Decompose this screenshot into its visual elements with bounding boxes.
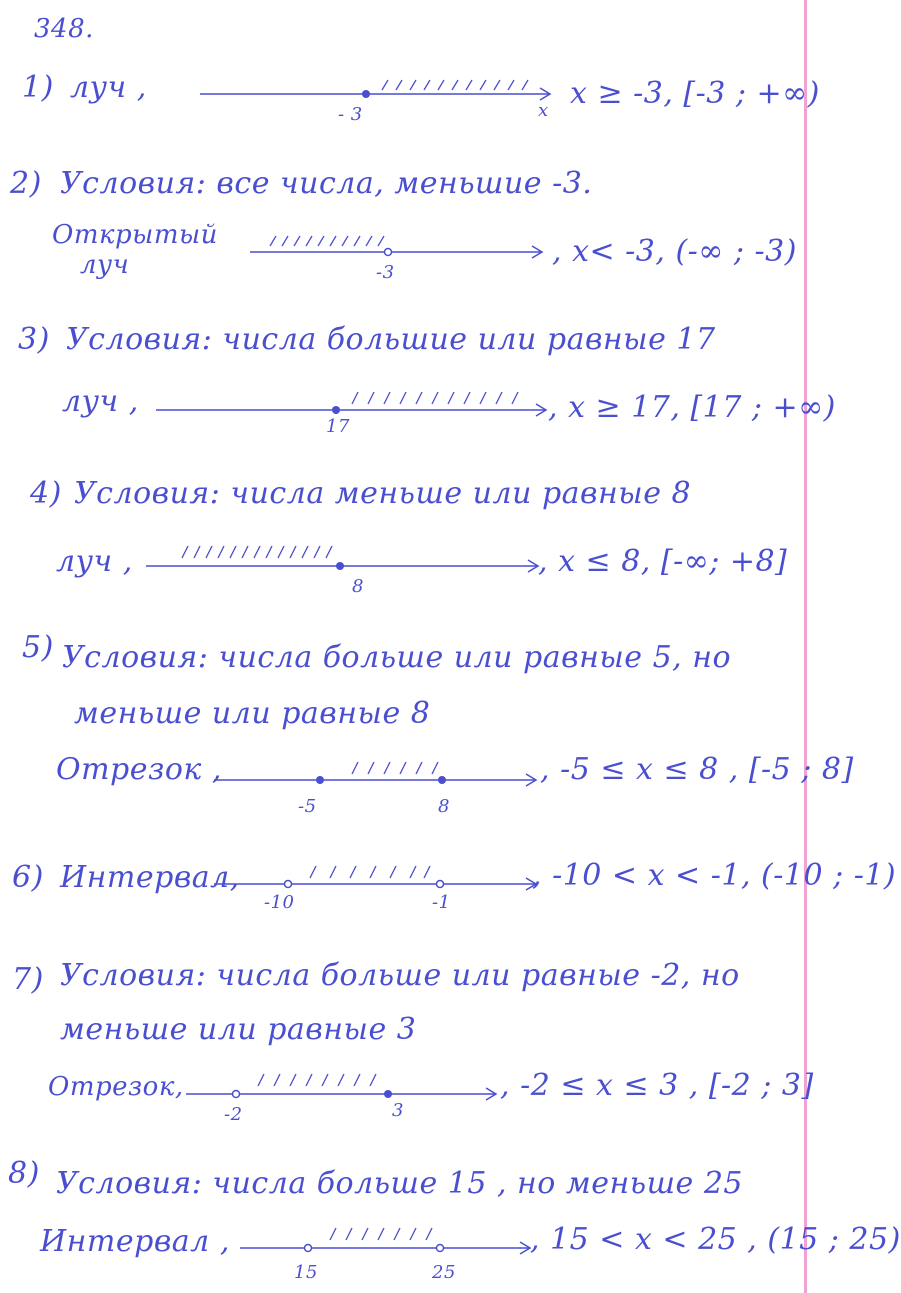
item-7-number: 7) (12, 962, 44, 997)
item-5-condition-line2: меньше или равные 8 (74, 696, 431, 731)
item-5-condition-line1: Условия: числа больше или равные 5, но (62, 640, 732, 675)
item-6-point-label-left: -10 (264, 892, 295, 913)
item-7-point-label-right: 3 (392, 1100, 404, 1121)
exercise-number: 348. (34, 14, 94, 44)
item-3-number: 3) (18, 322, 50, 357)
item-3-condition: Условия: числа большие или равные 17 (66, 322, 716, 357)
item-1-interval: x ≥ -3, [-3 ; +∞) (570, 76, 820, 111)
item-6-kind: Интервал, (60, 860, 240, 895)
item-8-number-line (240, 1224, 540, 1268)
item-2-number-line (250, 228, 550, 272)
item-8-point-label-right: 25 (432, 1262, 456, 1283)
item-5-point-label-right: 8 (438, 796, 450, 817)
item-3-point-label: 17 (326, 416, 350, 437)
item-2-kind-line1: Открытый (52, 220, 218, 250)
item-1-number: 1) (22, 70, 54, 105)
item-2-point-label: -3 (376, 262, 395, 283)
item-4-condition: Условия: числа меньше или равные 8 (74, 476, 692, 511)
item-8-condition: Условия: числа больше 15 , но меньше 25 (56, 1166, 743, 1201)
item-4-interval: , x ≤ 8, [-∞; +8] (538, 544, 788, 579)
item-5-kind: Отрезок , (56, 752, 222, 787)
item-7-condition-line1: Условия: числа больше или равные -2, но (60, 958, 740, 993)
item-8-point-label-left: 15 (294, 1262, 318, 1283)
item-5-point-label-left: -5 (298, 796, 317, 817)
item-1-kind: луч , (70, 70, 147, 105)
item-8-interval: , 15 < x < 25 , (15 ; 25) (530, 1222, 901, 1257)
item-5-number: 5) (22, 630, 54, 665)
item-6-number: 6) (12, 860, 44, 895)
item-4-kind: луч , (56, 544, 133, 579)
item-4-number: 4) (30, 476, 62, 511)
item-7-condition-line2: меньше или равные 3 (60, 1012, 417, 1047)
item-1-number-line (200, 70, 560, 120)
item-7-kind: Отрезок, (48, 1072, 184, 1102)
item-7-interval: , -2 ≤ x ≤ 3 , [-2 ; 3] (500, 1068, 814, 1103)
item-8-kind: Интервал , (40, 1224, 230, 1259)
item-7-point-label-left: -2 (224, 1104, 243, 1125)
item-2-kind-line2: луч (80, 250, 130, 280)
item-1-point-label: - 3 (338, 104, 363, 125)
item-3-number-line (156, 386, 556, 430)
item-4-point-label: 8 (352, 576, 364, 597)
item-6-interval: , -10 < x < -1, (-10 ; -1) (532, 858, 897, 893)
item-5-number-line (214, 756, 544, 800)
item-3-interval: , x ≥ 17, [17 ; +∞) (548, 390, 836, 425)
item-8-number: 8) (8, 1156, 40, 1191)
item-1-axis-letter: x (538, 100, 549, 121)
item-2-interval: , x< -3, (-∞ ; -3) (552, 234, 797, 269)
item-4-number-line (146, 542, 546, 586)
item-2-condition: Условия: все числа, меньшие -3. (60, 166, 593, 201)
item-5-interval: , -5 ≤ x ≤ 8 , [-5 ; 8] (540, 752, 854, 787)
item-2-number: 2) (10, 166, 42, 201)
item-3-kind: луч , (62, 384, 139, 419)
item-6-point-label-right: -1 (432, 892, 451, 913)
